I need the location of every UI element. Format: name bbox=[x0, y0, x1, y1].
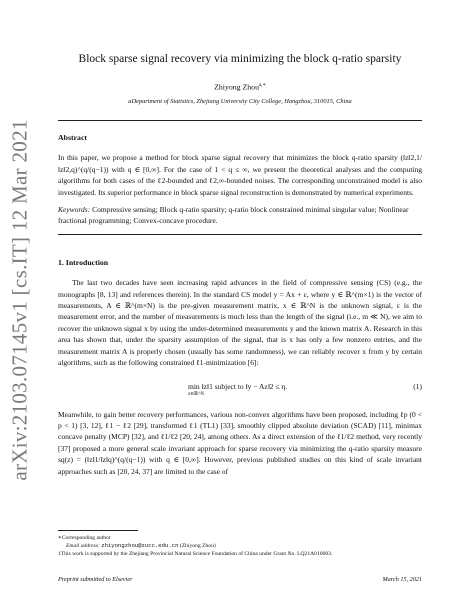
bottom-rule bbox=[58, 234, 422, 235]
footer-left: Preprint submitted to Elsevier bbox=[58, 576, 133, 583]
author-marks: a,∗ bbox=[258, 83, 266, 88]
equation-number: (1) bbox=[413, 381, 422, 391]
top-rule bbox=[58, 120, 422, 121]
footnote-corresponding: ∗Corresponding author bbox=[58, 535, 111, 541]
equation-expression bbox=[188, 381, 287, 398]
arxiv-identifier: arXiv:2103.07145v1 [cs.IT] 12 Mar 2021 bbox=[7, 119, 32, 481]
page-footer bbox=[58, 576, 422, 583]
equation-main: min ‖z‖1 subject to ‖y − Az‖2 ≤ η. bbox=[188, 381, 288, 391]
footnote-rule bbox=[58, 530, 138, 531]
keywords-line bbox=[58, 204, 422, 227]
keywords-label: Keywords: bbox=[58, 205, 91, 215]
intro-paragraph-1: The last two decades have seen increasing rapid advances in the field of compressive sensing (CS) (e.g., the monographs [8, 13] and references therein). In the standard CS model y = Ax + ε, where y ∈ ℝ^(m×1) is the vector of measurements, A ∈ ℝ^(m×N) is the pre-given measurement matrix, x ∈ ℝ^N is the unknown signal, ε is the measurement error, and the number of measurements is much less than the length of the signal (i.e., m ≪ N), we aim to recover the unknown signal x by using the under-determined measurements y and the known matrix A. Research in this area has shown that, under the sparsity assumption of the signal, that is x has only a few nonzero entries, and the measurement matrix A is properly chosen (usually has some randomness), we can reliably recover x from y by certain algorithms, such as the following constrained ℓ1-minimization [6]: bbox=[58, 278, 422, 368]
equation-subscript: z∈ℝ^N bbox=[188, 391, 205, 397]
footnote-email-label: Email address: bbox=[66, 543, 100, 549]
footnote-funding: 1This work is supported by the Zhejiang Provincial Natural Science Foundation of China under Grant No. LQ21A010003. bbox=[58, 551, 333, 557]
paper-title: Block sparse signal recovery via minimizing the block q-ratio sparsity bbox=[78, 53, 402, 65]
footnote-email[interactable]: zhiyongzhou@zucc.edu.cn bbox=[101, 542, 179, 549]
footnotes bbox=[58, 530, 422, 558]
abstract-heading: Abstract bbox=[58, 133, 88, 142]
author-line bbox=[58, 80, 422, 93]
paper-page bbox=[58, 52, 422, 477]
intro-paragraph-2: Meanwhile, to gain better recovery performances, various non-convex algorithms have been proposed, including ℓp (0 < p < 1) [3, 12], ℓ1 − ℓ2 [29], transformed ℓ1 (TL1) [33], smoothly clipped absolute deviation (SCAD) [11], minimax concave penalty (MCP) [32], and ℓ1/ℓ2 [20, 24], among others. As a direct extension of the ℓ1/ℓ2 method, very recently [37] proposed a more general scale invariant approach for sparse recovery via minimizing the q-ratio sparsity measure sq(z) = (‖z‖1/‖z‖q)^(q/(q−1)) with q ∈ [0,∞]. However, previous published studies on this kind of scale invariant approaches such as [20, 24, 37] are limited to the case of bbox=[58, 409, 422, 476]
arxiv-sidebar-stamp bbox=[0, 0, 40, 613]
footnote-email-line bbox=[58, 542, 422, 550]
equation-1 bbox=[58, 369, 422, 409]
author-name: Zhiyong Zhou bbox=[214, 82, 259, 92]
footer-right: March 15, 2021 bbox=[382, 576, 422, 583]
affiliation: aDepartment of Statistics, Zhejiang University City College, Hangzhou, 310015, China bbox=[128, 98, 352, 105]
section-heading-introduction: 1. Introduction bbox=[58, 257, 109, 267]
footnote-email-name: (Zhiyong Zhou) bbox=[179, 543, 216, 549]
abstract-text: In this paper, we propose a method for block sparse signal recovery that minimizes the block q-ratio sparsity (‖z‖2,1/‖z‖2,q)^(q/(q−1)) with q ∈ [0,∞]. For the case of 1 < q ≤ ∞, we present the theoretical analyses and the computing algorithms for both cases of the ℓ2-bounded and ℓ2,∞-bounded noises. The corresponding unconstrained model is also investigated. Its superior performance in block sparse signal reconstruction is demonstrated by numerical experiments. bbox=[58, 153, 422, 197]
introduction-body bbox=[58, 277, 422, 477]
keywords-text: Compressive sensing; Block q-ratio sparsity; q-ratio block constrained minimal singular value; Nonlinear fractional programming; Convex-concave procedure. bbox=[58, 205, 409, 226]
